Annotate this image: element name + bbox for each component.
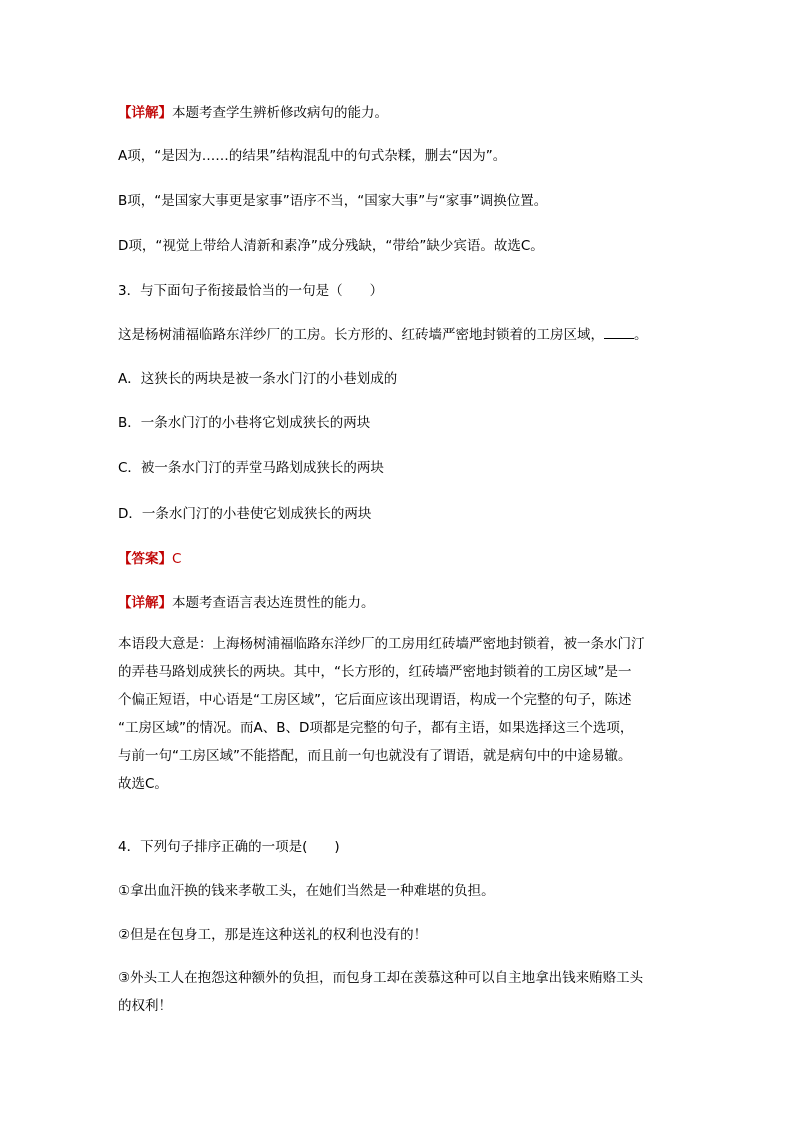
sentence-3-line: ③外头工人在抱怨这种额外的负担，而包身工却在羡慕这种可以自主地拿出钱来贿赂工头 bbox=[118, 970, 644, 986]
option-d: D．一条水门汀的小巷使它划成狭长的两块 bbox=[118, 506, 372, 522]
option-a: A．这狭长的两块是被一条水门汀的小巷划成的 bbox=[118, 371, 398, 387]
analysis-a: A项，“是因为……的结果”结构混乱中的句式杂糅，删去“因为”。 bbox=[118, 148, 507, 164]
analysis-b: B项，“是国家大事更是家事”语序不当，“国家大事”与“家事”调换位置。 bbox=[118, 193, 548, 209]
answer-value: C bbox=[172, 551, 182, 567]
passage-text: 这是杨树浦福临路东洋纱厂的工房。长方形的、红砖墙严密地封锁着的工房区域， bbox=[118, 327, 604, 343]
passage-end: 。 bbox=[634, 327, 648, 343]
detail-1 bbox=[118, 104, 388, 122]
explanation-line: 与前一句“工房区域”不能搭配，而且前一句也就没有了谓语，就是病句中的中途易辙。 bbox=[118, 748, 632, 764]
sentence-3 bbox=[118, 964, 674, 1020]
question-3-passage bbox=[118, 326, 648, 344]
explanation-line: 个偏正短语，中心语是“工房区域”，它后面应该出现谓语，构成一个完整的句子，陈述 bbox=[118, 692, 632, 708]
option-c: C．被一条水门汀的弄堂马路划成狭长的两块 bbox=[118, 460, 384, 476]
explanation-line: 的弄巷马路划成狭长的两块。其中，“长方形的，红砖墙严密地封锁着的工房区域”是一 bbox=[118, 664, 632, 680]
explanation-paragraph bbox=[118, 630, 674, 798]
answer-line bbox=[118, 550, 181, 568]
detail-label: 【详解】 bbox=[118, 105, 172, 121]
explanation-line: “工房区域”的情况。而A、B、D项都是完整的句子，都有主语，如果选择这三个选项， bbox=[118, 720, 634, 736]
question-4-stem: 4．下列句子排序正确的一项是( ) bbox=[118, 839, 340, 855]
analysis-d: D项，“视觉上带给人清新和素净”成分残缺，“带给”缺少宾语。故选C。 bbox=[118, 238, 544, 254]
explanation-line: 本语段大意是：上海杨树浦福临路东洋纱厂的工房用红砖墙严密地封锁着，被一条水门汀 bbox=[118, 636, 645, 652]
question-3-stem: 3．与下面句子衔接最恰当的一句是（ ） bbox=[118, 283, 384, 299]
detail-text: 本题考查语言表达连贯性的能力。 bbox=[172, 595, 375, 611]
sentence-3-line: 的权利！ bbox=[118, 998, 172, 1014]
detail-2 bbox=[118, 594, 375, 612]
detail-label: 【详解】 bbox=[118, 595, 172, 611]
sentence-2: ②但是在包身工，那是连这种送礼的权利也没有的！ bbox=[118, 927, 428, 943]
sentence-1: ①拿出血汗换的钱来孝敬工头，在她们当然是一种难堪的负担。 bbox=[118, 883, 495, 899]
detail-text: 本题考查学生辨析修改病句的能力。 bbox=[172, 105, 388, 121]
explanation-line: 故选C。 bbox=[118, 776, 168, 792]
answer-blank bbox=[604, 326, 634, 339]
option-b: B．一条水门汀的小巷将它划成狭长的两块 bbox=[118, 415, 371, 431]
answer-label: 【答案】 bbox=[118, 551, 172, 567]
